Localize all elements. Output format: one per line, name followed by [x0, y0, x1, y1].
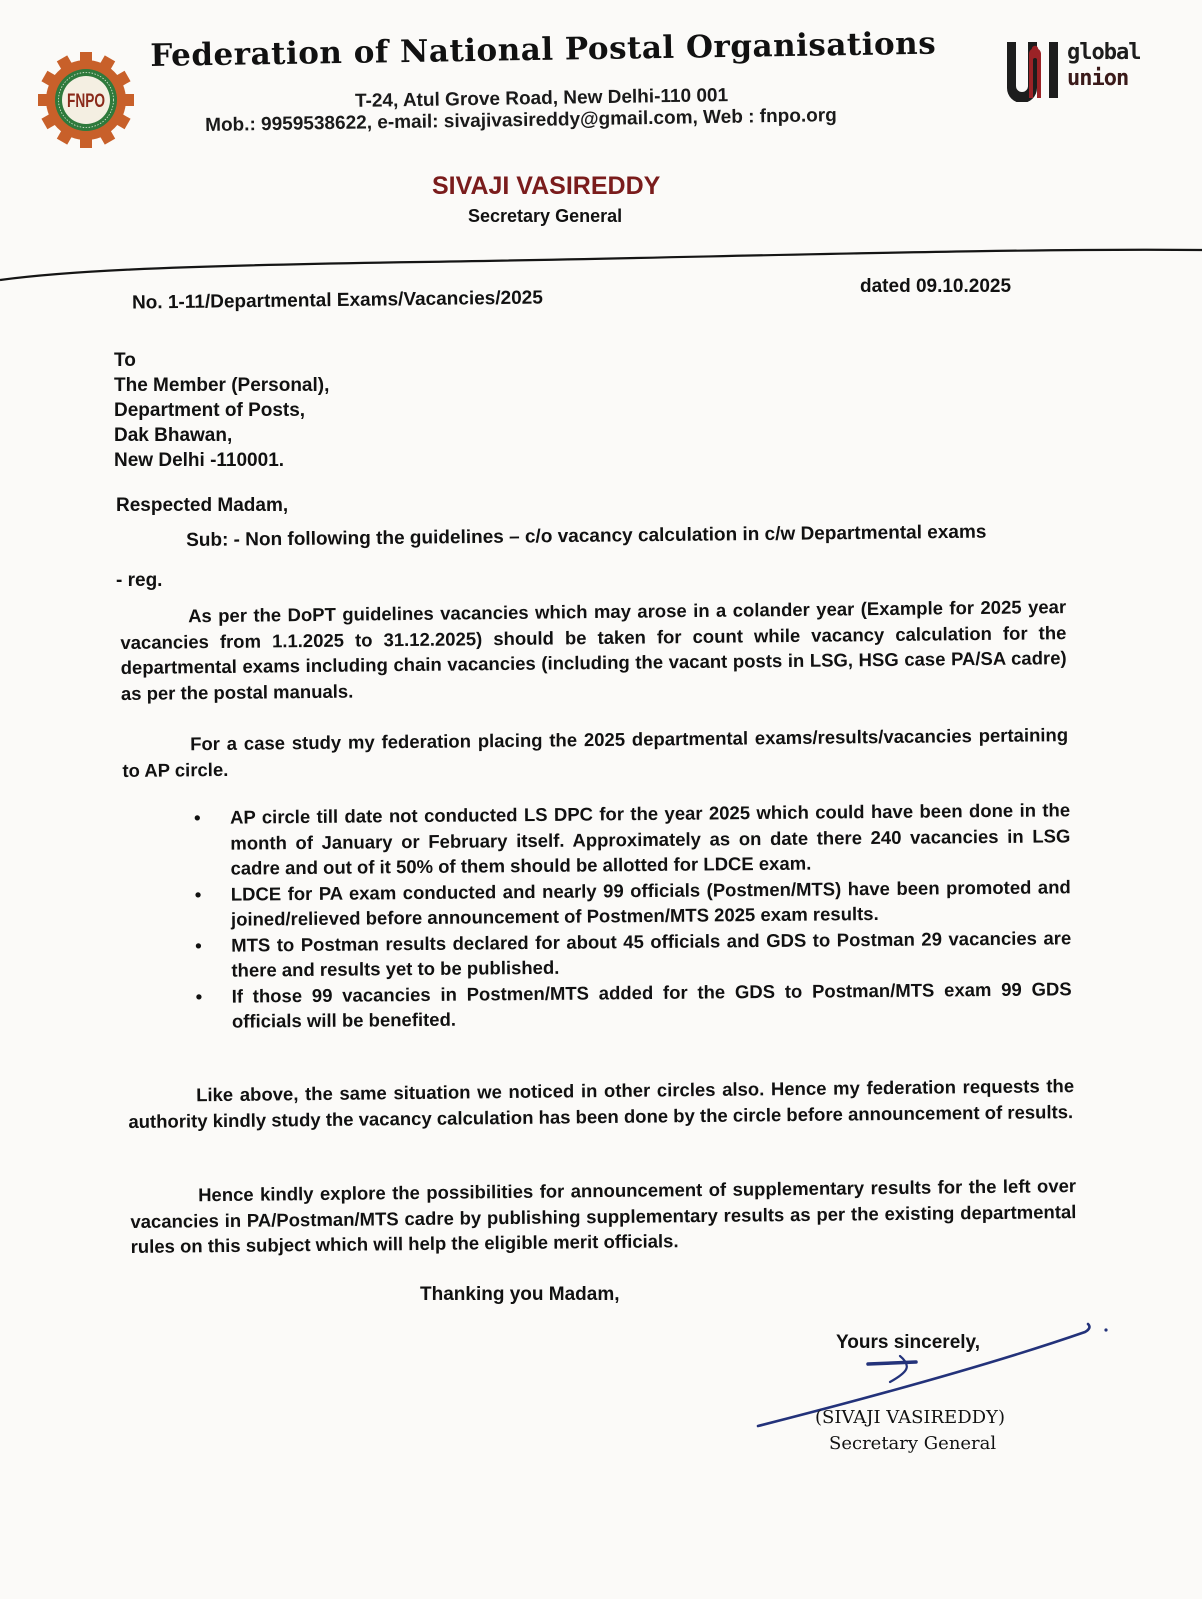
list-item: • MTS to Postman results declared for about 45 officials and GDS to Postman 29 vacancies are there and results yet to be published.	[195, 926, 1072, 981]
uni-global-union-logo	[1005, 40, 1141, 104]
paragraph-case-study	[122, 722, 1068, 783]
list-item: • AP circle till date not conducted LS DPC for the year 2025 which could have been done in the month of January or February itself. Approximately as on date there 240 vacancies in LSG cadre and out of it 50% of them should be allotted for LDCE exam.	[194, 799, 1071, 879]
secretary-name: SIVAJI VASIREDDY	[432, 172, 661, 200]
secretary-title: Secretary General	[468, 206, 623, 226]
subject-line: Sub: - Non following the guidelines – c/o vacancy calculation in c/w Departmental exams	[186, 521, 987, 551]
paragraph-text: As per the DoPT guidelines vacancies which may arose in a colander year (Example for 2025 year vacancies from 1.1.2025 to 31.12.2025) should be taken for count while vacancy calculation for the departmental exams including chain vacancies (including the vacant posts in LSG, HSG case PA/SA cadre) as per the postal manuals.	[120, 596, 1067, 704]
logo-text: FNPO	[67, 91, 105, 112]
gear-tooth	[80, 134, 92, 148]
recipient-line: Dak Bhawan,	[114, 425, 233, 446]
uni-mark-icon	[1005, 40, 1065, 102]
bullet-icon: •	[195, 934, 202, 956]
recipient-line: To	[114, 350, 136, 371]
recipient-line: The Member (Personal),	[114, 375, 330, 396]
organisation-name: Federation of National Postal Organisations	[150, 25, 937, 74]
bullet-list	[190, 797, 1072, 1034]
recipient-line: New Delhi -110001.	[114, 450, 285, 471]
paragraph-text: Hence kindly explore the possibilities for announcement of supplementary results for the left over vacancies in PA/Postman/MTS cadre by publishing supplementary results as per the existing departmental rules on this subject which will help the eligible merit officials.	[130, 1175, 1077, 1257]
gear-tooth	[38, 94, 52, 106]
reference-number: No. 1-11/Departmental Exams/Vacancies/2025	[131, 287, 543, 314]
gear-tooth	[80, 52, 92, 66]
organisation-address: T-24, Atul Grove Road, New Delhi-110 001	[354, 85, 729, 112]
subject-line-tail: - reg.	[116, 570, 163, 591]
letterhead-divider	[0, 238, 1202, 288]
paragraph-dopt-guidelines	[120, 594, 1067, 706]
bullet-icon: •	[194, 806, 201, 828]
list-item: • LDCE for PA exam conducted and nearly 99 officials (Postmen/MTS) have been promoted and joined/relieved before announcement of Postmen/MTS 2025 exam results.	[194, 875, 1071, 930]
fnpo-logo	[36, 50, 136, 150]
signatory-name: (SIVAJI VASIREDDY)	[815, 1407, 1005, 1428]
organisation-contact: Mob.: 9959538622, e-mail: sivajivasireddy@gmail.com, Web : fnpo.org	[205, 105, 837, 136]
salutation: Respected Madam,	[116, 495, 289, 516]
signatory-title: Secretary General	[829, 1433, 997, 1454]
uni-text-global: global	[1067, 40, 1141, 65]
paragraph-request	[130, 1173, 1077, 1259]
paragraph-text: For a case study my federation placing the 2025 departmental exams/results/vacancies pertaining to AP circle.	[122, 724, 1069, 781]
recipient-line: Department of Posts,	[114, 400, 306, 421]
list-item: • If those 99 vacancies in Postmen/MTS added for the GDS to Postman/MTS exam 99 GDS officials will be benefited.	[195, 977, 1072, 1032]
bullet-icon: •	[194, 883, 202, 905]
paragraph-text: Like above, the same situation we noticed in other circles also. Hence my federation requests the authority kindly study the vacancy calculation has been done by the circle before announcement of results.	[128, 1075, 1075, 1132]
gear-tooth	[120, 94, 134, 106]
uni-text-union: union	[1067, 66, 1129, 91]
paragraph-other-circles	[128, 1073, 1074, 1134]
sign-off: Yours sincerely,	[836, 1332, 980, 1353]
bullet-icon: •	[195, 985, 203, 1007]
letter-date: dated 09.10.2025	[860, 276, 1012, 297]
closing-line: Thanking you Madam,	[420, 1284, 620, 1305]
recipient-address	[114, 348, 329, 473]
